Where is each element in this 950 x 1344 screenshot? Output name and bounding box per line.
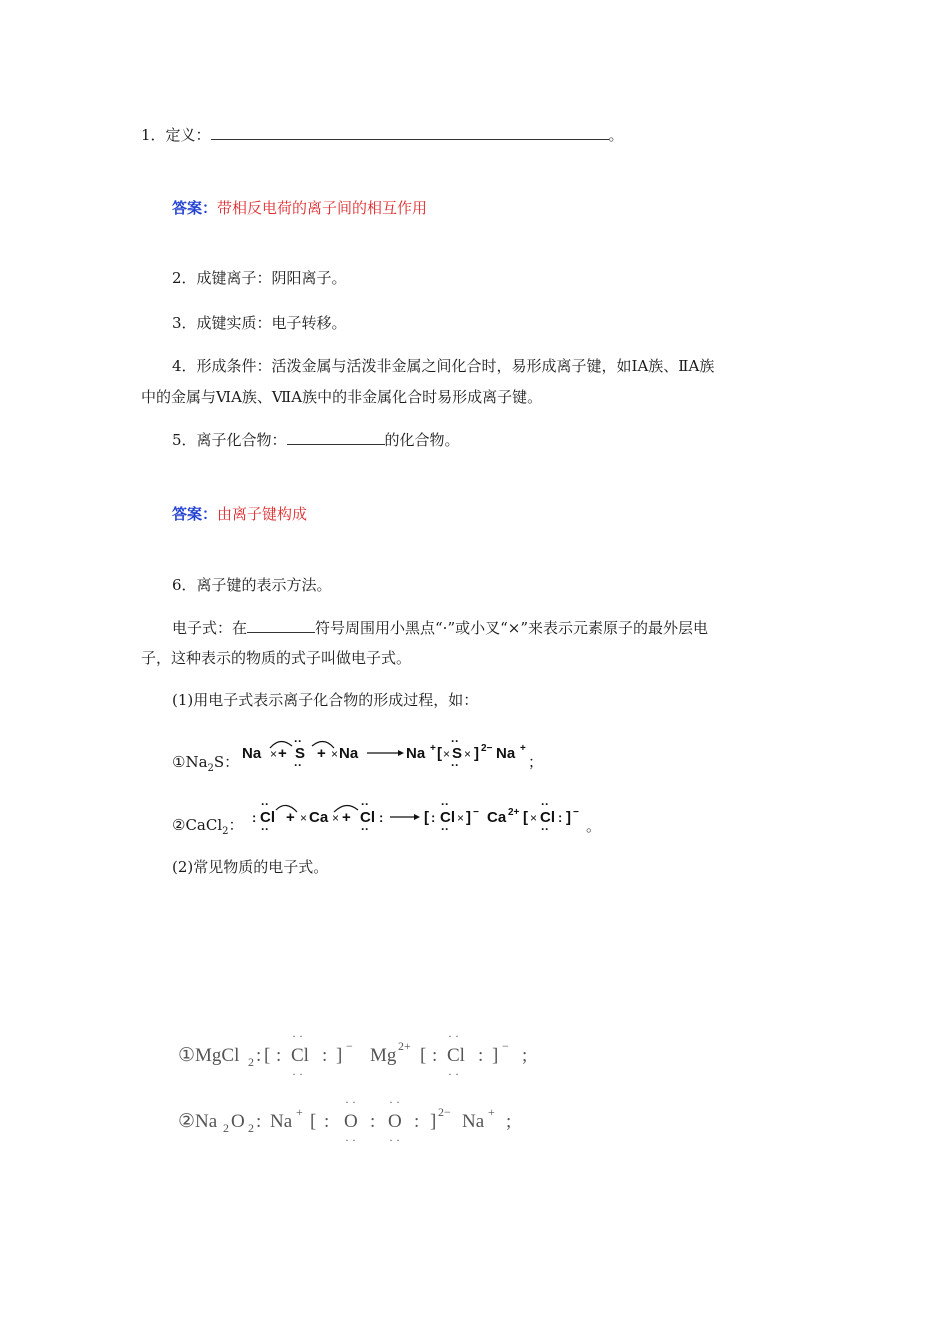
electron-formula-line1 xyxy=(172,618,708,638)
svg-text:+: + xyxy=(520,743,526,754)
svg-text:[: [ xyxy=(523,809,528,826)
svg-text:;: ; xyxy=(522,1045,528,1066)
svg-text:]: ] xyxy=(336,1045,343,1066)
electron-formula-text-1: 电子式：在 xyxy=(172,619,248,637)
definition-blank[interactable] xyxy=(211,125,609,140)
svg-text:[: [ xyxy=(437,745,442,762)
cl-left: Cl xyxy=(291,1045,309,1066)
symbol-blank[interactable] xyxy=(247,618,315,633)
definition-line xyxy=(141,125,624,145)
svg-text::: : xyxy=(276,1045,282,1066)
svg-text:· ·: · · xyxy=(345,1095,356,1109)
example-cacl2-label xyxy=(172,815,244,842)
mg-ion: Mg xyxy=(370,1045,397,1066)
svg-text:]: ] xyxy=(430,1111,437,1132)
svg-text:[: [ xyxy=(310,1111,317,1132)
cl-right: Cl xyxy=(447,1045,465,1066)
svg-text:2+: 2+ xyxy=(398,1039,411,1053)
svg-text:×: × xyxy=(443,747,451,761)
svg-text:··: ·· xyxy=(261,822,269,836)
na2s-label-sub: 2 xyxy=(207,763,214,774)
svg-text:+: + xyxy=(296,1105,303,1119)
answer-text: 带相反电荷的离子间的相互作用 xyxy=(217,199,428,217)
svg-text:··: ·· xyxy=(294,734,302,748)
svg-text:]: ] xyxy=(566,809,571,826)
answer-1 xyxy=(172,198,427,218)
s-ion-symbol: S xyxy=(452,745,463,762)
svg-text:×: × xyxy=(270,747,278,761)
cl-ion-1: Cl xyxy=(440,809,455,826)
svg-text:×: × xyxy=(457,811,465,825)
o-atom-2: O xyxy=(388,1111,402,1132)
svg-text:· ·: · · xyxy=(389,1133,400,1147)
cacl2-end: 。 xyxy=(586,817,602,835)
svg-text::: : xyxy=(256,1045,262,1066)
mgcl2-electron-formula xyxy=(176,1026,546,1082)
svg-text:−: − xyxy=(473,807,479,818)
svg-text::: : xyxy=(431,810,436,825)
svg-text:2+: 2+ xyxy=(508,807,520,818)
na2o2-label: ②Na xyxy=(178,1111,218,1132)
na2o2-electron-formula xyxy=(176,1092,546,1148)
svg-text:2−: 2− xyxy=(481,743,493,754)
svg-text:[: [ xyxy=(264,1045,271,1066)
svg-text::: : xyxy=(379,810,384,825)
svg-text::: : xyxy=(252,810,257,825)
svg-text:··: ·· xyxy=(541,797,549,811)
svg-text:+: + xyxy=(488,1105,495,1119)
svg-text::: : xyxy=(324,1111,330,1132)
svg-text:−: − xyxy=(346,1039,353,1053)
na-symbol-right: Na xyxy=(339,745,359,762)
cacl2-label-text: ②CaCl xyxy=(172,816,223,834)
plus-2: + xyxy=(317,745,326,762)
electron-formula-text-2: 符号周围用小黑点“·”或小叉“×”来表示元素原子的最外层电 xyxy=(315,619,709,637)
svg-text:··: ·· xyxy=(441,822,449,836)
svg-text::: : xyxy=(478,1045,484,1066)
na2s-label-tail: S： xyxy=(213,753,240,771)
svg-text::: : xyxy=(256,1111,262,1132)
ca-symbol: Ca xyxy=(309,809,329,826)
svg-text::: : xyxy=(370,1111,376,1132)
svg-text:×: × xyxy=(530,811,538,825)
ca-ion: Ca xyxy=(487,809,507,826)
cl-ion-2: Cl xyxy=(540,809,555,826)
ionic-compound-blank[interactable] xyxy=(287,430,385,445)
answer-label: 答案： xyxy=(172,505,218,523)
cl-symbol-left: Cl xyxy=(260,809,275,826)
definition-label: 1．定义： xyxy=(141,126,211,144)
svg-text:··: ·· xyxy=(541,822,549,836)
svg-text:+: + xyxy=(430,743,436,754)
mgcl2-label-sub: 2 xyxy=(248,1055,254,1069)
svg-text:]: ] xyxy=(474,745,479,762)
svg-text::: : xyxy=(414,1111,420,1132)
s-symbol: S xyxy=(295,745,306,762)
na2o2-label-sub: 2 xyxy=(223,1121,229,1135)
paragraph-common-substances: (2)常见物质的电子式。 xyxy=(172,858,329,876)
svg-text:· ·: · · xyxy=(389,1095,400,1109)
paragraph-conditions-line2: 中的金属与ⅥA族、ⅦA族中的非金属化合时易形成离子键。 xyxy=(141,388,543,406)
example-na2s-label xyxy=(172,752,239,779)
svg-text:· ·: · · xyxy=(292,1067,303,1081)
electron-formula-line2: 子，这种表示的物质的式子叫做电子式。 xyxy=(141,649,412,667)
svg-text:··: ·· xyxy=(294,758,302,772)
na-ion-1: Na xyxy=(406,745,426,762)
answer-text: 由离子键构成 xyxy=(217,505,308,523)
ionic-compound-line xyxy=(172,430,460,450)
svg-text::: : xyxy=(432,1045,438,1066)
svg-text:··: ·· xyxy=(441,797,449,811)
svg-text:· ·: · · xyxy=(345,1133,356,1147)
svg-text:]: ] xyxy=(492,1045,499,1066)
na2s-formation-diagram xyxy=(240,732,540,774)
svg-text:[: [ xyxy=(424,809,429,826)
svg-text:··: ·· xyxy=(361,797,369,811)
svg-text:+: + xyxy=(342,809,351,826)
ionic-compound-label: 5．离子化合物： xyxy=(172,431,287,449)
paragraph-conditions-line1: 4．形成条件：活泼金属与活泼非金属之间化合时，易形成离子键，如ⅠA族、ⅡA族 xyxy=(172,357,715,375)
mgcl2-label: ①MgCl xyxy=(178,1045,240,1066)
svg-text:+: + xyxy=(286,809,295,826)
svg-text:··: ·· xyxy=(451,734,459,748)
na-ion-right: Na xyxy=(462,1111,485,1132)
svg-text:· ·: · · xyxy=(292,1029,303,1043)
svg-text:−: − xyxy=(502,1039,509,1053)
svg-text:×: × xyxy=(464,747,472,761)
na-ion-left: Na xyxy=(270,1111,293,1132)
na2o2-label-o: O xyxy=(231,1111,245,1132)
answer-label: 答案： xyxy=(172,199,218,217)
svg-text:[: [ xyxy=(420,1045,427,1066)
na-ion-2: Na xyxy=(496,745,516,762)
svg-text:2−: 2− xyxy=(438,1105,451,1119)
definition-end: 。 xyxy=(608,126,624,144)
cacl2-label-tail: ： xyxy=(228,816,244,834)
svg-text::: : xyxy=(558,810,563,825)
na-symbol-left: Na xyxy=(242,745,262,762)
svg-text:×: × xyxy=(331,747,339,761)
cl-symbol-right: Cl xyxy=(360,809,375,826)
paragraph-bonding-essence: 3．成键实质：电子转移。 xyxy=(172,314,347,332)
paragraph-representation: 6．离子键的表示方法。 xyxy=(172,576,332,594)
svg-text:−: − xyxy=(573,807,579,818)
svg-text:;: ; xyxy=(506,1111,512,1132)
na2s-label-text: ①Na xyxy=(172,753,208,771)
paragraph-bonding-ions: 2．成键离子：阴阳离子。 xyxy=(172,269,347,287)
svg-text:··: ·· xyxy=(361,822,369,836)
o-atom-1: O xyxy=(344,1111,358,1132)
svg-text:×: × xyxy=(300,811,308,825)
answer-2 xyxy=(172,504,307,524)
svg-text::: : xyxy=(322,1045,328,1066)
paragraph-formation-process: (1)用电子式表示离子化合物的形成过程，如： xyxy=(172,691,479,709)
svg-text:· ·: · · xyxy=(448,1029,459,1043)
ionic-compound-end: 的化合物。 xyxy=(384,431,460,449)
svg-text:··: ·· xyxy=(451,758,459,772)
cacl2-formation-diagram xyxy=(252,796,592,838)
svg-text:]: ] xyxy=(466,809,471,826)
svg-text:· ·: · · xyxy=(448,1067,459,1081)
svg-text:×: × xyxy=(332,811,340,825)
na2s-end: ； xyxy=(528,753,544,771)
plus-1: + xyxy=(278,745,287,762)
na2o2-label-o-sub: 2 xyxy=(248,1121,254,1135)
cacl2-label-sub: 2 xyxy=(222,826,229,837)
svg-text:··: ·· xyxy=(261,797,269,811)
